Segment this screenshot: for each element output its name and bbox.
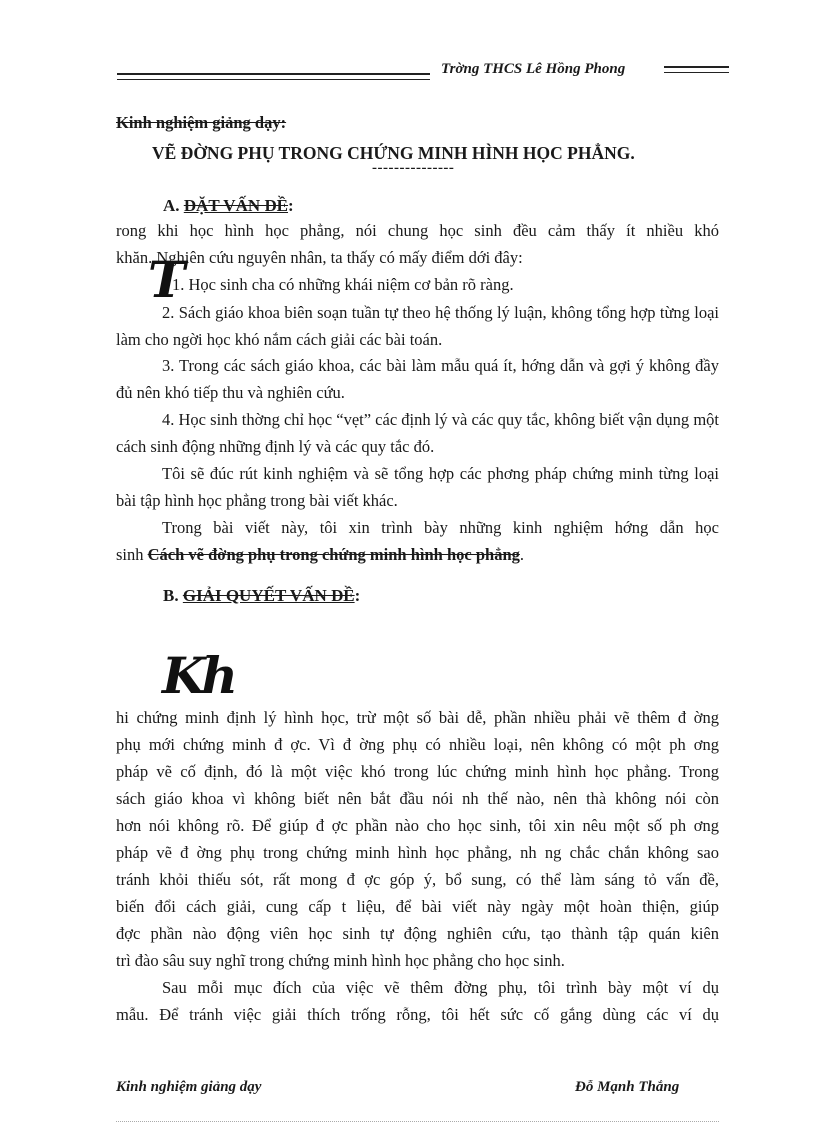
last-para-line-2: mẫu. Để tránh việc giải thích trống rỗng, tôi hết sức cố gắng dùng các ví dụ [116,1005,719,1024]
last-para-line-1: Sau mỗi mục đích của việc vẽ thêm đờng phụ, tôi trình bày một ví dụ [162,978,719,997]
body-line-9: đợc phần nào động viên học sinh tự động nghiên cứu, tạo thành tập quán kiên [116,924,719,943]
doc-kicker [116,113,286,133]
paragraph-2: 2. Sách giáo khoa biên soạn tuần tự theo hệ thống lý luận, không tổng hợp từng loại làm cho ngời học khó nắm cách giải các bài toán. [116,303,719,349]
section-b-prefix: B. [163,586,183,605]
intro-dropcap: T [148,250,186,309]
section-b-heading [163,586,360,606]
section-b-title: GIẢI QUYẾT VẤN ĐỀ [182,586,355,605]
closing-prefix: sinh [116,545,148,564]
intro-item-1: 1. Học sinh cha có những khái niệm cơ bản rõ ràng. [172,275,514,294]
footer-rule [116,1121,719,1122]
body-line-3: pháp vẽ cố định, đó là một việc khó trong lúc chứng minh hình học phẳng. Trong [116,762,719,781]
closing-suffix: . [519,545,524,564]
section-a-colon: : [288,196,294,215]
paragraph-3: 3. Trong các sách giáo khoa, các bài làm mẫu quá ít, hớng dẫn và gợi ý không đầy đủ nên khó tiếp thu và nghiên cứu. [116,356,719,402]
body-line-6: pháp vẽ đ ờng phụ trong chứng minh hình học phẳng, nh ng chắc chắn không sao [116,843,719,862]
section-a-title: ĐẶT VẤN ĐỀ [183,196,289,215]
doc-title: VẼ ĐỜNG PHỤ TRONG CHỨNG MINH HÌNH HỌC PHẲNG. [152,143,635,163]
header-rule-right [664,66,729,68]
body-line-2: phụ mới chứng minh đ ợc. Vì đ ờng phụ có nhiều loại, nên không có một ph ơng [116,735,719,754]
body-dropcap: Kh [162,646,234,705]
intro-line-2: khăn. Nghiên cứu nguyên nhân, ta thấy có mấy điểm dới đây: [116,248,523,267]
body-line-5: hơn nói không rõ. Để giúp đ ợc phần nào cho học sinh, tôi xin nêu một số ph ơng [116,816,719,835]
intro-line-1: rong khi học hình học phẳng, nói chung học sinh đều cảm thấy ít nhiều khó [116,221,719,240]
header-rule-right-thin [664,72,729,73]
closing-topic: Cách vẽ đờng phụ trong chứng minh hình học phẳng [147,545,520,564]
section-a-heading [163,196,294,216]
closing-line-2 [116,541,524,568]
body-line-1: hi chứng minh định lý hình học, trừ một số bài dễ, phần nhiều phải vẽ thêm đ ờng [116,708,719,727]
body-line-8: biến đổi cách giải, cung cấp t liệu, để bài viết này ngày một hoàn thiện, giúp [116,897,719,916]
body-line-10: trì đào sâu suy nghĩ trong chứng minh hình học phẳng cho học sinh. [116,951,565,970]
doc-kicker-text: Kinh nghiệm giảng dạy: [116,113,287,132]
section-b-colon: : [354,586,361,605]
body-line-4: sách giáo khoa vì không biết nên bắt đầu nói nh thế nào, nên thà không nói còn [116,789,719,808]
footer-left: Kinh nghiệm giảng dạy [116,1079,262,1095]
header-rule-left [117,73,430,75]
footer-author: Đỗ Mạnh Thắng [575,1079,680,1095]
closing-line-1: Trong bài viết này, tôi xin trình bày những kinh nghiệm hớng dẫn học [162,518,719,537]
section-a-prefix: A. [163,196,184,215]
body-line-7: tránh khỏi thiếu sót, rất mong đ ợc góp ý, bổ sung, có thể làm sáng tỏ vấn đề, [116,870,719,889]
title-rule: --------------- [372,160,455,176]
header-school-name: Trờng THCS Lê Hồng Phong [441,61,626,77]
header-rule-left-thin [117,79,430,80]
paragraph-5: Tôi sẽ đúc rút kinh nghiệm và sẽ tổng hợp các phơng pháp chứng minh từng loại bài tập hình học phẳng trong bài viết khác. [116,464,719,510]
paragraph-4: 4. Học sinh thờng chỉ học “vẹt” các định lý và các quy tắc, không biết vận dụng một cách sinh động những định lý và các quy tắc đó. [116,410,719,456]
